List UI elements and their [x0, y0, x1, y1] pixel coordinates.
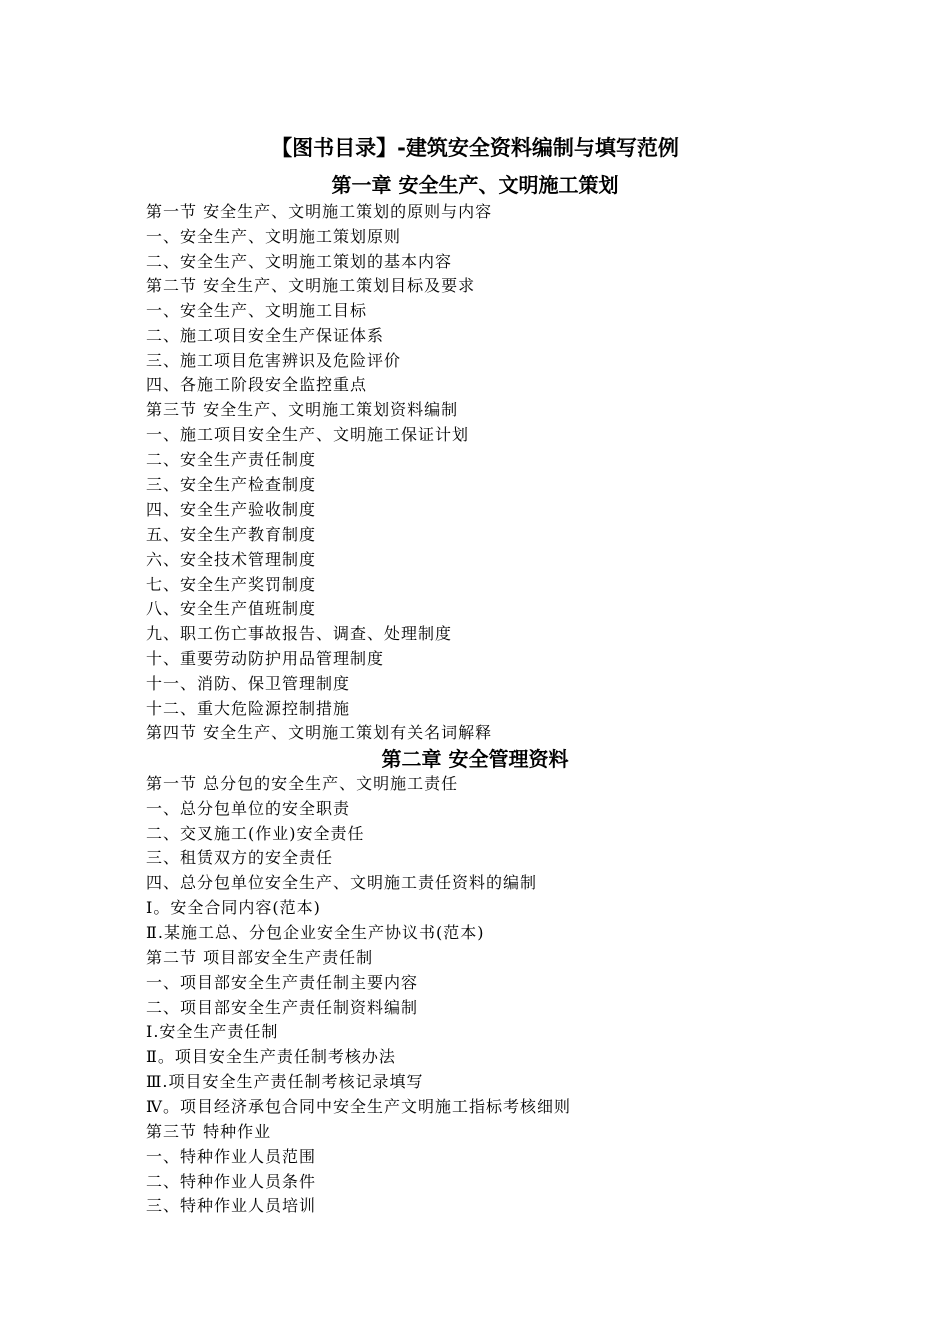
toc-line: Ⅲ.项目安全生产责任制考核记录填写: [146, 1072, 424, 1091]
toc-line: I。安全合同内容(范本): [146, 898, 321, 917]
toc-line: 第三节 特种作业: [146, 1122, 272, 1141]
toc-line: 一、总分包单位的安全职责: [146, 799, 351, 818]
toc-line: 三、施工项目危害辨识及危险评价: [146, 351, 402, 370]
chapter-1-heading: 第一章 安全生产、文明施工策划: [331, 173, 619, 197]
toc-line: 四、各施工阶段安全监控重点: [146, 375, 368, 394]
toc-line: I.安全生产责任制: [146, 1022, 279, 1041]
toc-line: 第一节 安全生产、文明施工策划的原则与内容: [146, 202, 493, 221]
toc-line: 第二节 安全生产、文明施工策划目标及要求: [146, 276, 476, 295]
toc-line: 十、重要劳动防护用品管理制度: [146, 649, 385, 668]
toc-line: 二、项目部安全生产责任制资料编制: [146, 998, 419, 1017]
toc-line: 五、安全生产教育制度: [146, 525, 317, 544]
toc-line: 一、安全生产、文明施工目标: [146, 301, 368, 320]
toc-line: 七、安全生产奖罚制度: [146, 575, 317, 594]
toc-line: 四、安全生产验收制度: [146, 500, 317, 519]
document-title: 【图书目录】-建筑安全资料编制与填写范例: [271, 136, 679, 160]
chapter-2-heading: 第二章 安全管理资料: [381, 747, 569, 771]
toc-line: Ⅳ。项目经济承包合同中安全生产文明施工指标考核细则: [146, 1097, 571, 1116]
toc-line: 十一、消防、保卫管理制度: [146, 674, 351, 693]
toc-line: 第四节 安全生产、文明施工策划有关名词解释: [146, 723, 493, 742]
toc-line: 二、特种作业人员条件: [146, 1172, 317, 1191]
toc-line: 九、职工伤亡事故报告、调查、处理制度: [146, 624, 453, 643]
toc-line: 二、安全生产、文明施工策划的基本内容: [146, 252, 453, 271]
toc-line: 三、特种作业人员培训: [146, 1196, 317, 1215]
toc-line: 第三节 安全生产、文明施工策划资料编制: [146, 400, 459, 419]
toc-line: 二、施工项目安全生产保证体系: [146, 326, 385, 345]
toc-line: 一、施工项目安全生产、文明施工保证计划: [146, 425, 470, 444]
toc-line: 第一节 总分包的安全生产、文明施工责任: [146, 774, 459, 793]
toc-line: 二、安全生产责任制度: [146, 450, 317, 469]
toc-line: 三、安全生产检查制度: [146, 475, 317, 494]
toc-line: 一、特种作业人员范围: [146, 1147, 317, 1166]
toc-line: 一、安全生产、文明施工策划原则: [146, 227, 402, 246]
toc-line: 三、租赁双方的安全责任: [146, 848, 334, 867]
toc-line: 八、安全生产值班制度: [146, 599, 317, 618]
toc-line: 四、总分包单位安全生产、文明施工责任资料的编制: [146, 873, 538, 892]
toc-line: 六、安全技术管理制度: [146, 550, 317, 569]
toc-line: Ⅱ。项目安全生产责任制考核办法: [146, 1047, 396, 1066]
toc-line: 一、项目部安全生产责任制主要内容: [146, 973, 419, 992]
toc-line: 十二、重大危险源控制措施: [146, 699, 351, 718]
toc-line: Ⅱ.某施工总、分包企业安全生产协议书(范本): [146, 923, 485, 942]
toc-line: 二、交叉施工(作业)安全责任: [146, 824, 365, 843]
toc-line: 第二节 项目部安全生产责任制: [146, 948, 374, 967]
